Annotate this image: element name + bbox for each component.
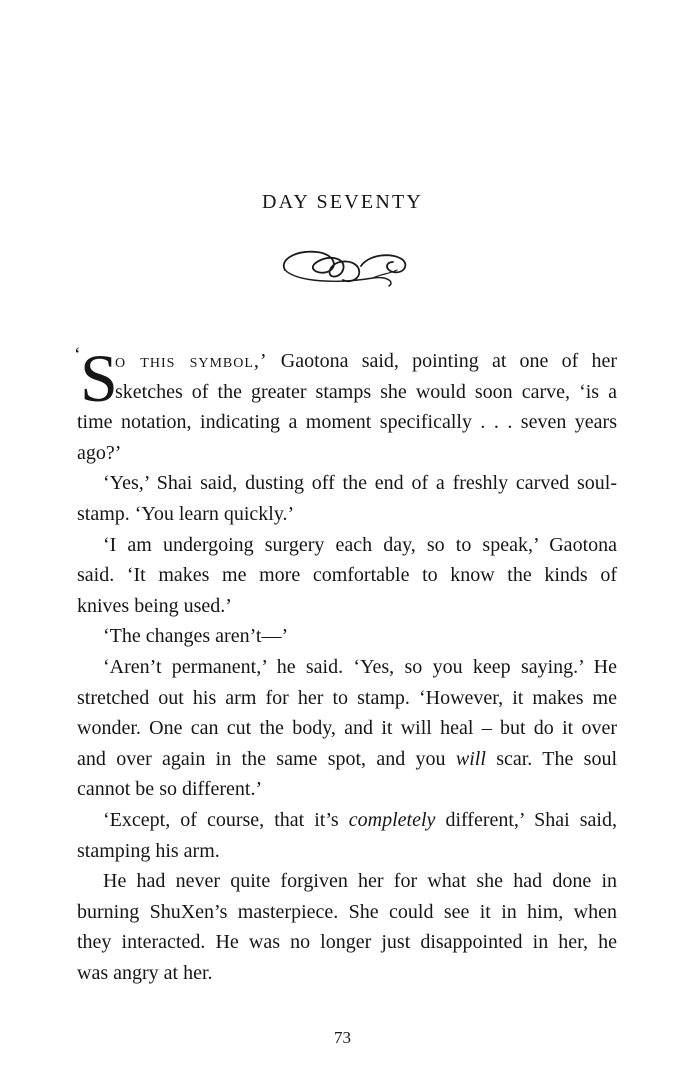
chapter-title: DAY SEVENTY [261,191,424,213]
opening-quote: ‘ [74,344,81,366]
text-line: stretched out his arm for her to stamp. ‘However, it makes me [77,686,617,709]
text-line: wonder. One can cut the body, and it will heal – but do it over [77,717,617,740]
italic-emphasis: completely [348,808,436,831]
text-line: ago?’ [77,441,122,464]
text-line: they interacted. He was no longer just disappointed in her, he [77,931,617,954]
text-line: ‘I am undergoing surgery each day, so to speak,’ Gaotona [103,533,617,556]
text-line: stamping his arm. [77,839,220,862]
drop-cap: S [80,340,118,416]
text-fragment: ‘Except, of course, that it’s [103,808,349,831]
text-line: said. ‘It makes me more comfortable to know the kinds of [77,564,617,587]
text-fragment: scar. The soul [485,747,618,770]
small-caps-opening: o this symbol,’ [115,350,268,372]
text-fragment: sketches of the greater stamps she would soon carve, ‘is a [115,380,617,403]
text-line: ‘The changes aren’t—’ [103,625,289,648]
text-line [77,744,617,775]
text-line [77,377,617,408]
text-line: stamp. ‘You learn quickly.’ [77,502,295,525]
text-line: He had never quite forgiven her for what she had done in [103,870,617,893]
text-fragment: and over again in the same spot, and you [77,747,456,770]
italic-emphasis: will [455,747,486,770]
text-line: cannot be so different.’ [77,778,263,801]
text-line: was angry at her. [77,961,213,984]
flourish-ornament-icon [277,244,411,290]
text-fragment: Gaotona said, pointing at one of her [267,350,617,372]
text-line: ‘Aren’t permanent,’ he said. ‘Yes, so you keep saying.’ He [103,655,617,678]
page-number: 73 [334,1028,351,1047]
text-line: knives being used.’ [77,594,232,617]
text-line: time notation, indicating a moment specifically . . . seven years [77,411,617,434]
text-line: burning ShuXen’s masterpiece. She could see it in him, when [77,900,617,923]
body-text [74,340,618,988]
text-fragment: different,’ Shai said, [435,808,617,831]
text-line [77,805,617,836]
text-line: ‘Yes,’ Shai said, dusting off the end of a freshly carved soul- [103,472,617,495]
